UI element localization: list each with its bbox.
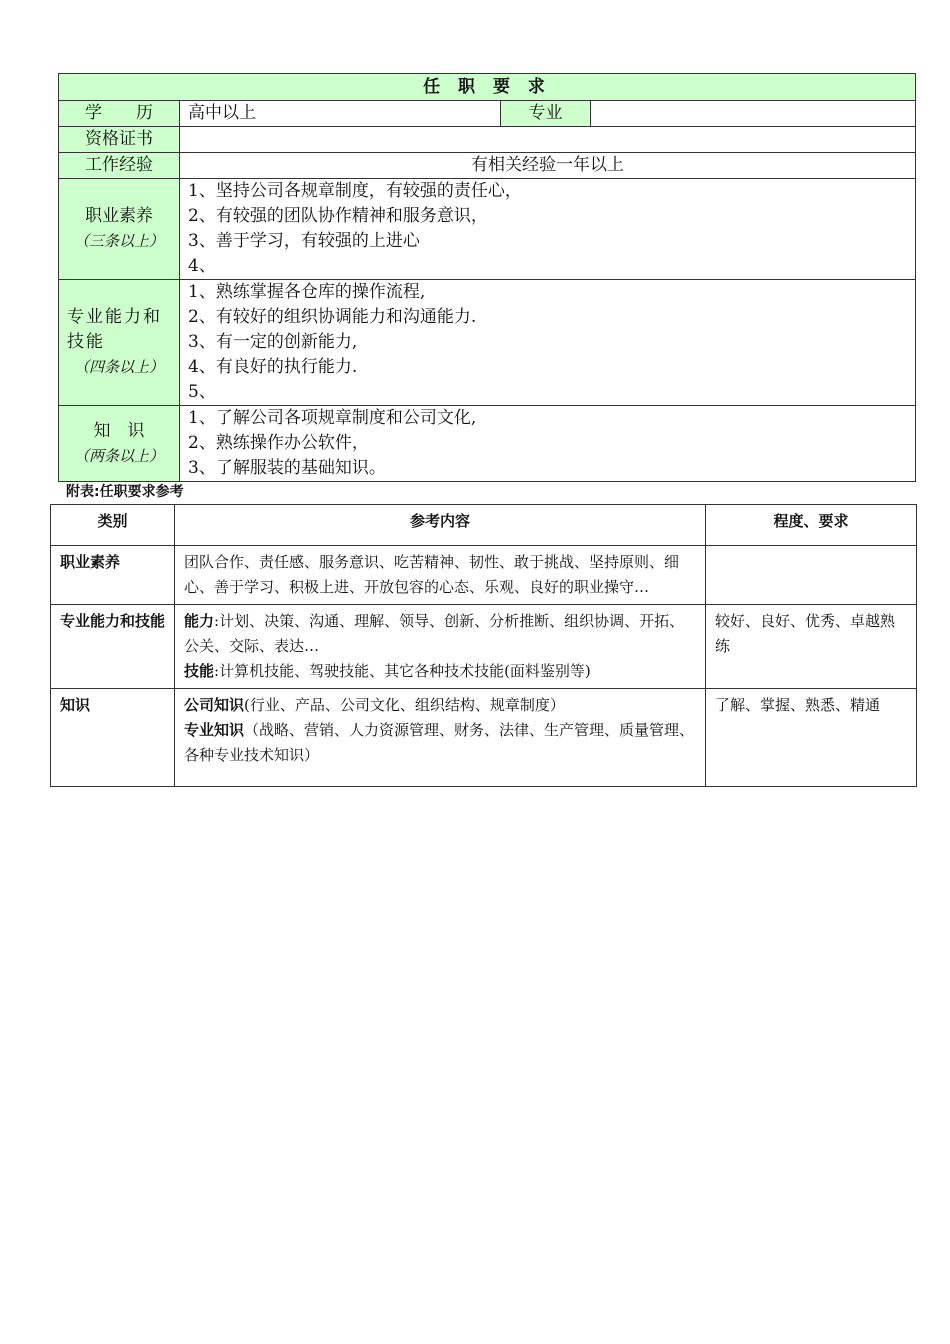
knowledge-label: 知 识: [93, 420, 145, 441]
experience-label: 工作经验: [59, 153, 180, 179]
list-item: 1、熟练掌握各仓库的操作流程,: [188, 282, 426, 302]
quality-row: [59, 179, 916, 280]
reference-header-row: [51, 505, 917, 546]
requirements-table: [58, 73, 916, 482]
knowledge-row: [59, 406, 916, 482]
header-category: 类别: [51, 505, 175, 546]
list-item: 2、有较好的组织协调能力和沟通能力.: [188, 307, 477, 327]
list-item: 3、有一定的创新能力,: [188, 332, 358, 352]
requirements-title: 任 职 要 求: [59, 74, 916, 101]
content-quality: 团队合作、责任感、服务意识、吃苦精神、韧性、敢于挑战、坚持原则、细心、善于学习、积极上进、开放包容的心态、乐观、良好的职业操守…: [175, 546, 706, 605]
skills-list: [180, 280, 916, 406]
requirements-title-row: [59, 74, 916, 101]
list-item: 3、善于学习，有较强的上进心: [188, 231, 420, 251]
list-item: 4、: [188, 256, 216, 276]
ability-text: :计划、决策、沟通、理解、领导、创新、分析推断、组织协调、开拓、公关、交际、表达…: [184, 612, 685, 655]
pro-knowledge-text: （战略、营销、人力资源管理、财务、法律、生产管理、质量管理、各种专业技术知识）: [184, 721, 695, 764]
content-skills: [175, 605, 706, 689]
education-row: [59, 101, 916, 127]
quality-label: 职业素养: [85, 206, 153, 226]
company-knowledge-label: 公司知识: [184, 696, 245, 714]
list-item: 2、熟练操作办公软件，: [188, 433, 369, 453]
skills-label-cell: [59, 280, 180, 406]
ability-label: 能力: [184, 612, 215, 630]
list-item: 4、有良好的执行能力.: [188, 357, 358, 377]
reference-table: [50, 504, 917, 787]
certificate-row: [59, 127, 916, 153]
degree-skills: 较好、良好、优秀、卓越熟练: [706, 605, 917, 689]
table-row: [51, 546, 917, 605]
certificate-label: 资格证书: [59, 127, 180, 153]
company-knowledge-text: (行业、产品、公司文化、组织结构、规章制度）: [244, 696, 565, 714]
category-knowledge: 知识: [51, 689, 175, 787]
list-item: 1、了解公司各项规章制度和公司文化,: [188, 408, 477, 428]
experience-value: 有相关经验一年以上: [180, 153, 916, 179]
list-item: 1、坚持公司各规章制度，有较强的责任心，: [188, 181, 522, 201]
skills-label: 专业能力和技能: [67, 307, 162, 352]
list-item: 3、了解服装的基础知识。: [188, 458, 386, 478]
company-knowledge-line: [184, 693, 696, 718]
table-row: [51, 689, 917, 787]
major-label: 专业: [501, 101, 591, 127]
content-knowledge: [175, 689, 706, 787]
appendix-title: 附表:任职要求参考: [66, 484, 184, 500]
degree-knowledge: 了解、掌握、熟悉、精通: [706, 689, 917, 787]
experience-row: [59, 153, 916, 179]
category-quality: 职业素养: [51, 546, 175, 605]
quality-list: [180, 179, 916, 280]
list-item: 2、有较强的团队协作精神和服务意识，: [188, 206, 488, 226]
pro-knowledge-label: 专业知识: [184, 721, 245, 739]
skill-line: [184, 659, 696, 684]
knowledge-label-cell: [59, 406, 180, 482]
education-value: 高中以上: [180, 101, 501, 127]
skill-text: :计算机技能、驾驶技能、其它各种技术技能(面料鉴别等): [214, 662, 591, 680]
education-label: 学 历: [59, 101, 180, 127]
certificate-value: [180, 127, 916, 153]
degree-quality: [706, 546, 917, 605]
skills-note: （四条以上）: [73, 358, 164, 376]
header-content: 参考内容: [175, 505, 706, 546]
quality-label-cell: [59, 179, 180, 280]
knowledge-list: [180, 406, 916, 482]
table-row: [51, 605, 917, 689]
skills-row: [59, 280, 916, 406]
category-skills: 专业能力和技能: [51, 605, 175, 689]
pro-knowledge-line: [184, 718, 696, 768]
knowledge-note: （两条以上）: [73, 446, 164, 465]
major-value: [591, 101, 916, 127]
list-item: 5、: [188, 382, 216, 402]
header-degree: 程度、要求: [706, 505, 917, 546]
quality-note: （三条以上）: [73, 232, 164, 250]
skill-label: 技能: [184, 662, 215, 680]
ability-line: [184, 609, 696, 659]
